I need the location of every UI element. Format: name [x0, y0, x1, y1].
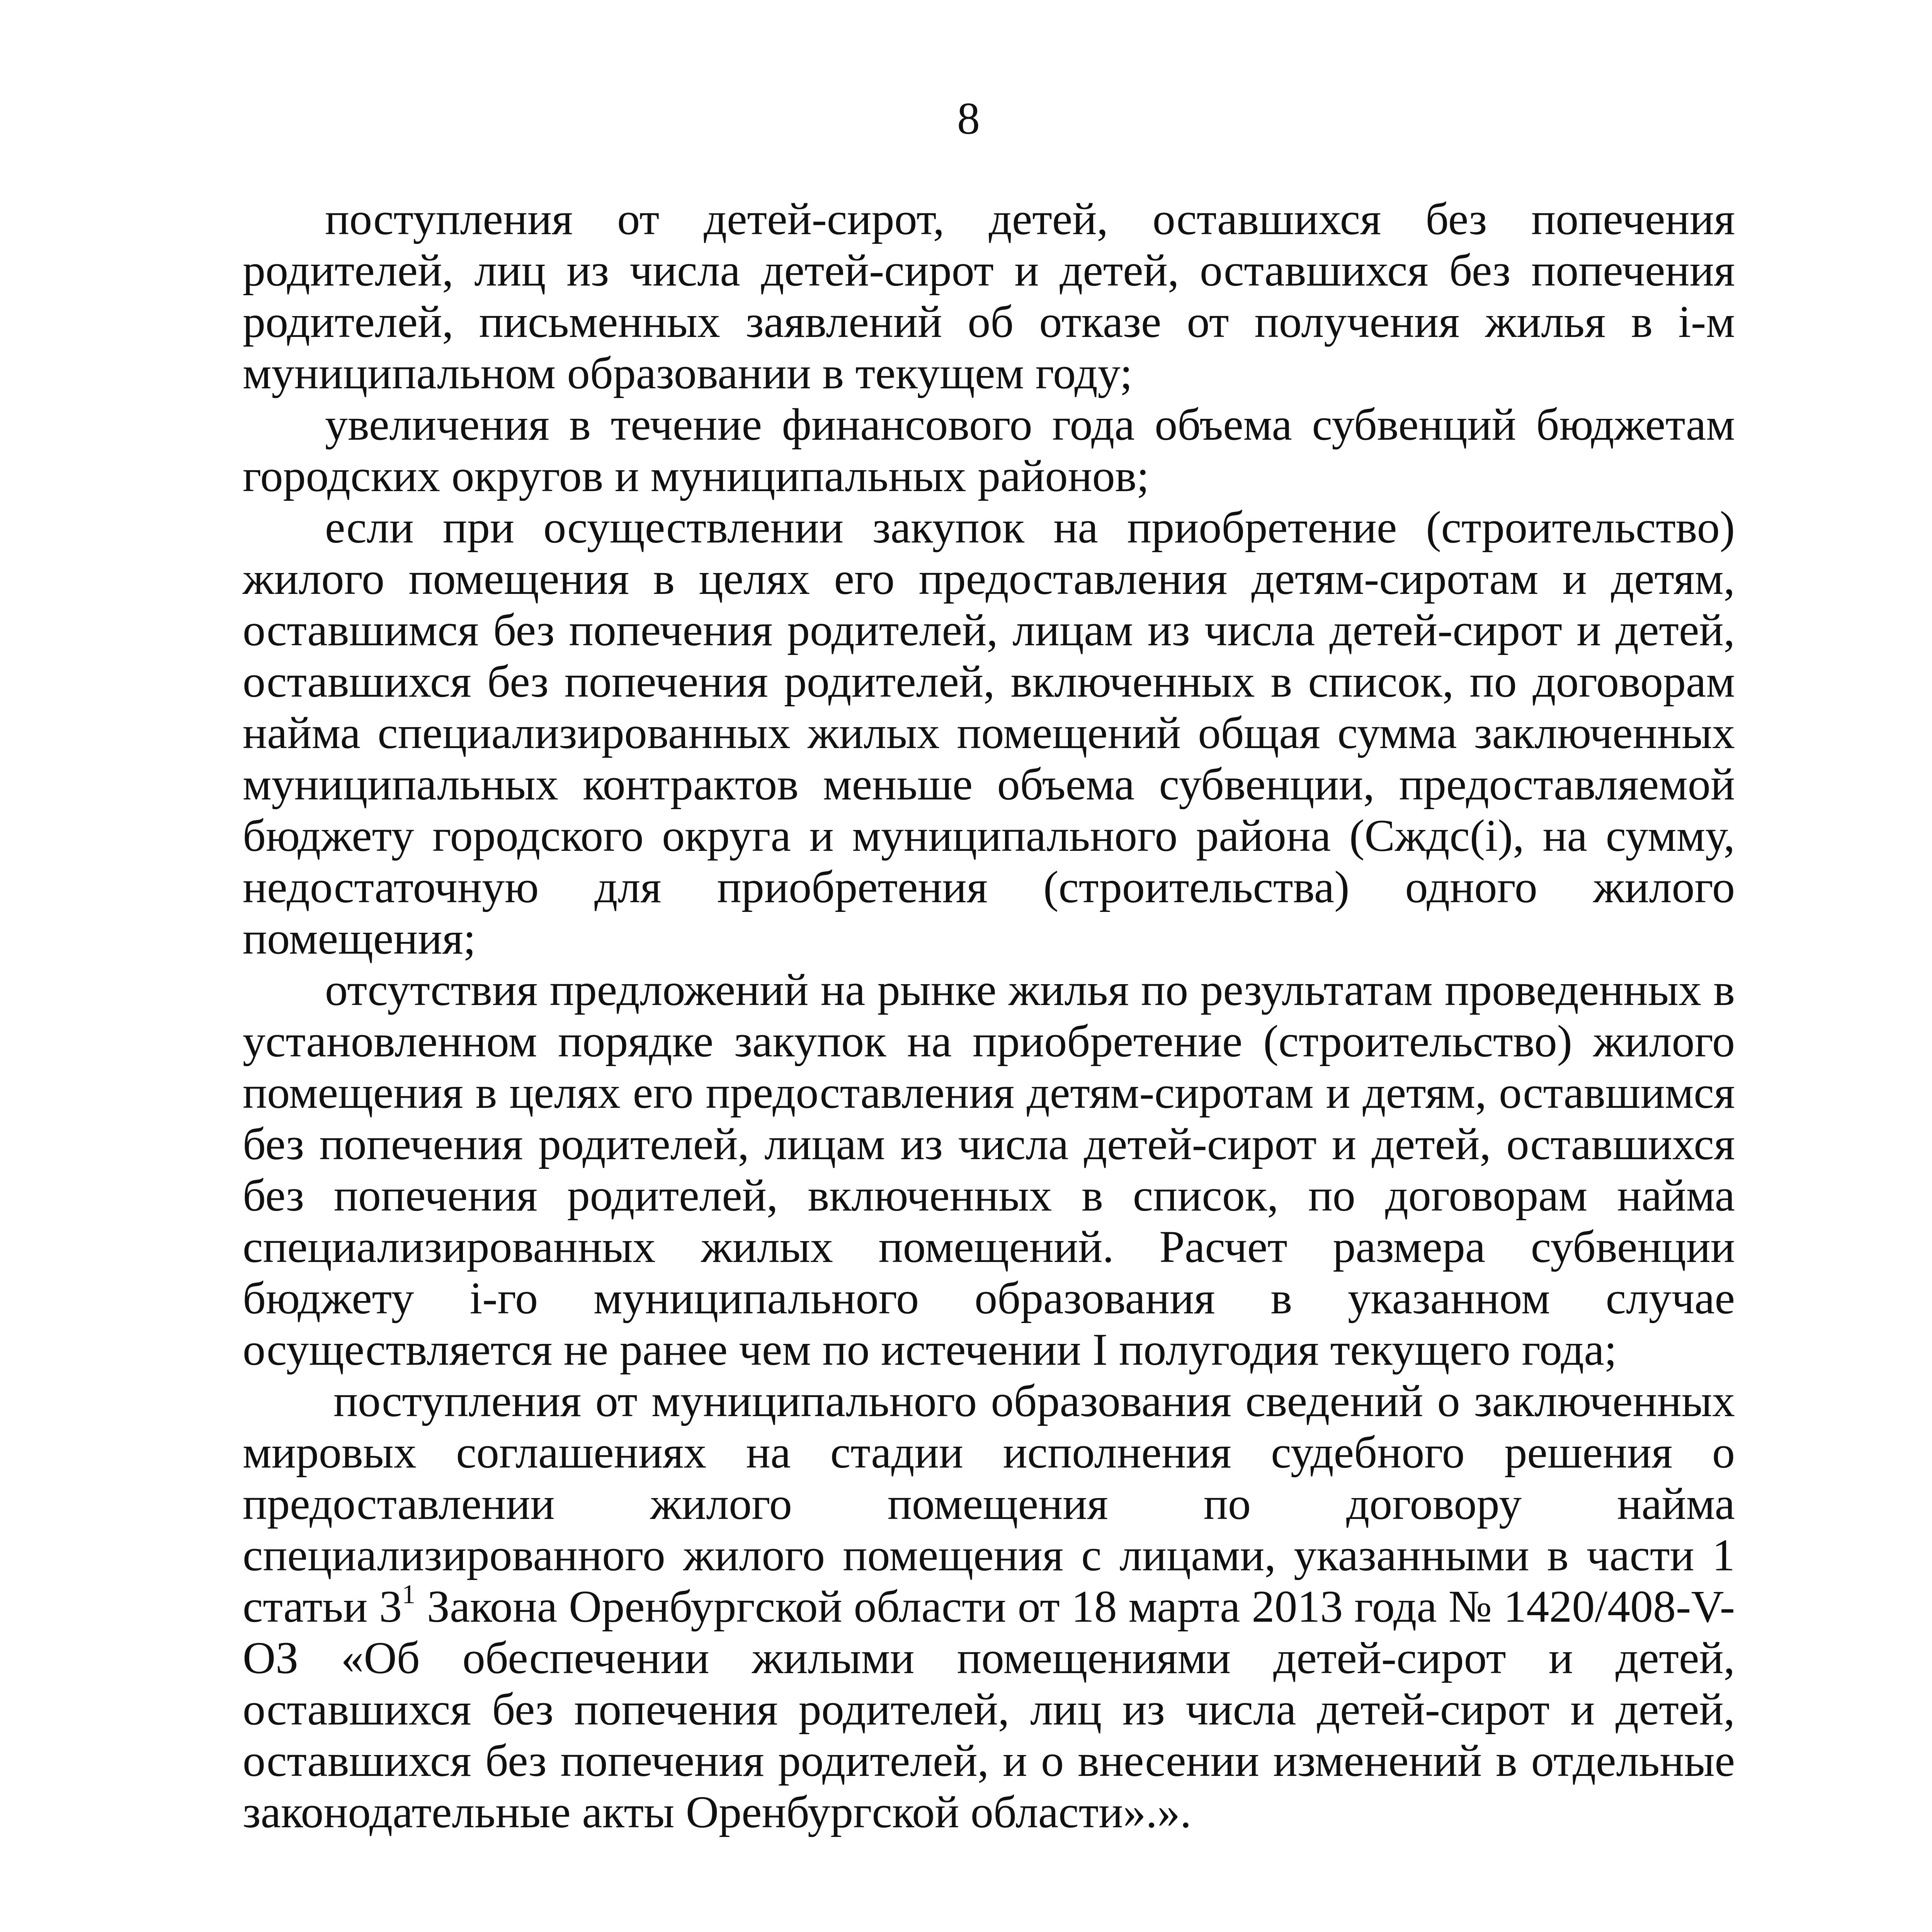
page-number: 8 [957, 93, 980, 144]
paragraph-no-market-offers: отсутствия предложений на рынке жилья по результатам проведенных в установленном порядке закупок на приобретение (строительство) жилого помещения в целях его предоставления детям-сиротам и детям, оставшимся без попечения родителей, лицам из числа детей-сирот и детей, оставшихся без попечения родителей, включенных в список, по договорам найма специализированных жилых помещений. Расчет размера субвенции бюджету i-го муниципального образования в указанном случае осуществляется не ранее чем по истечении I полугодия текущего года; [243, 964, 1735, 1375]
document-body [243, 193, 1735, 1932]
paragraph-subvention-increase: увеличения в течение финансового года объема субвенций бюджетам городских округов и муниципальных районов; [243, 399, 1735, 501]
paragraph-procurement-shortfall: если при осуществлении закупок на приобретение (строительство) жилого помещения в целях его предоставления детям-сиротам и детям, оставшимся без попечения родителей, лицам из числа детей-сирот и детей, оставшихся без попечения родителей, включенных в список, по договорам найма специализированных жилых помещений общая сумма заключенных муниципальных контрактов меньше объема субвенции, предоставляемой бюджету городского округа и муниципального района (Сждс(i), на сумму, недостаточную для приобретения (строительства) одного жилого помещения; [243, 502, 1735, 964]
paragraph-settlement-agreements [243, 1375, 1735, 1838]
paragraph-settlement-text-start: поступления от муниципального образования сведений о заключенных мировых соглашениях на стадии исполнения судебного решения о предоставлении жилого помещения по договору найма специализированного жилого помещения с лицами, указанными в части 1 статьи 3 [243, 1376, 1735, 1632]
article-superscript: 1 [402, 1580, 416, 1609]
paragraph-settlement-text-end: Закона Оренбургской области от 18 марта 2013 года № 1420/408-V-ОЗ «Об обеспечении жилыми помещениями детей-сирот и детей, оставшихся без попечения родителей, лиц из числа детей-сирот и детей, оставшихся без попечения родителей, и о внесении изменений в отдельные законодательные акты Оренбургской области».». [243, 1581, 1735, 1837]
paragraph-orphan-refusal: поступления от детей-сирот, детей, оставшихся без попечения родителей, лиц из числа детей-сирот и детей, оставшихся без попечения родителей, письменных заявлений об отказе от получения жилья в i-м муниципальном образовании в текущем году; [243, 194, 1735, 398]
